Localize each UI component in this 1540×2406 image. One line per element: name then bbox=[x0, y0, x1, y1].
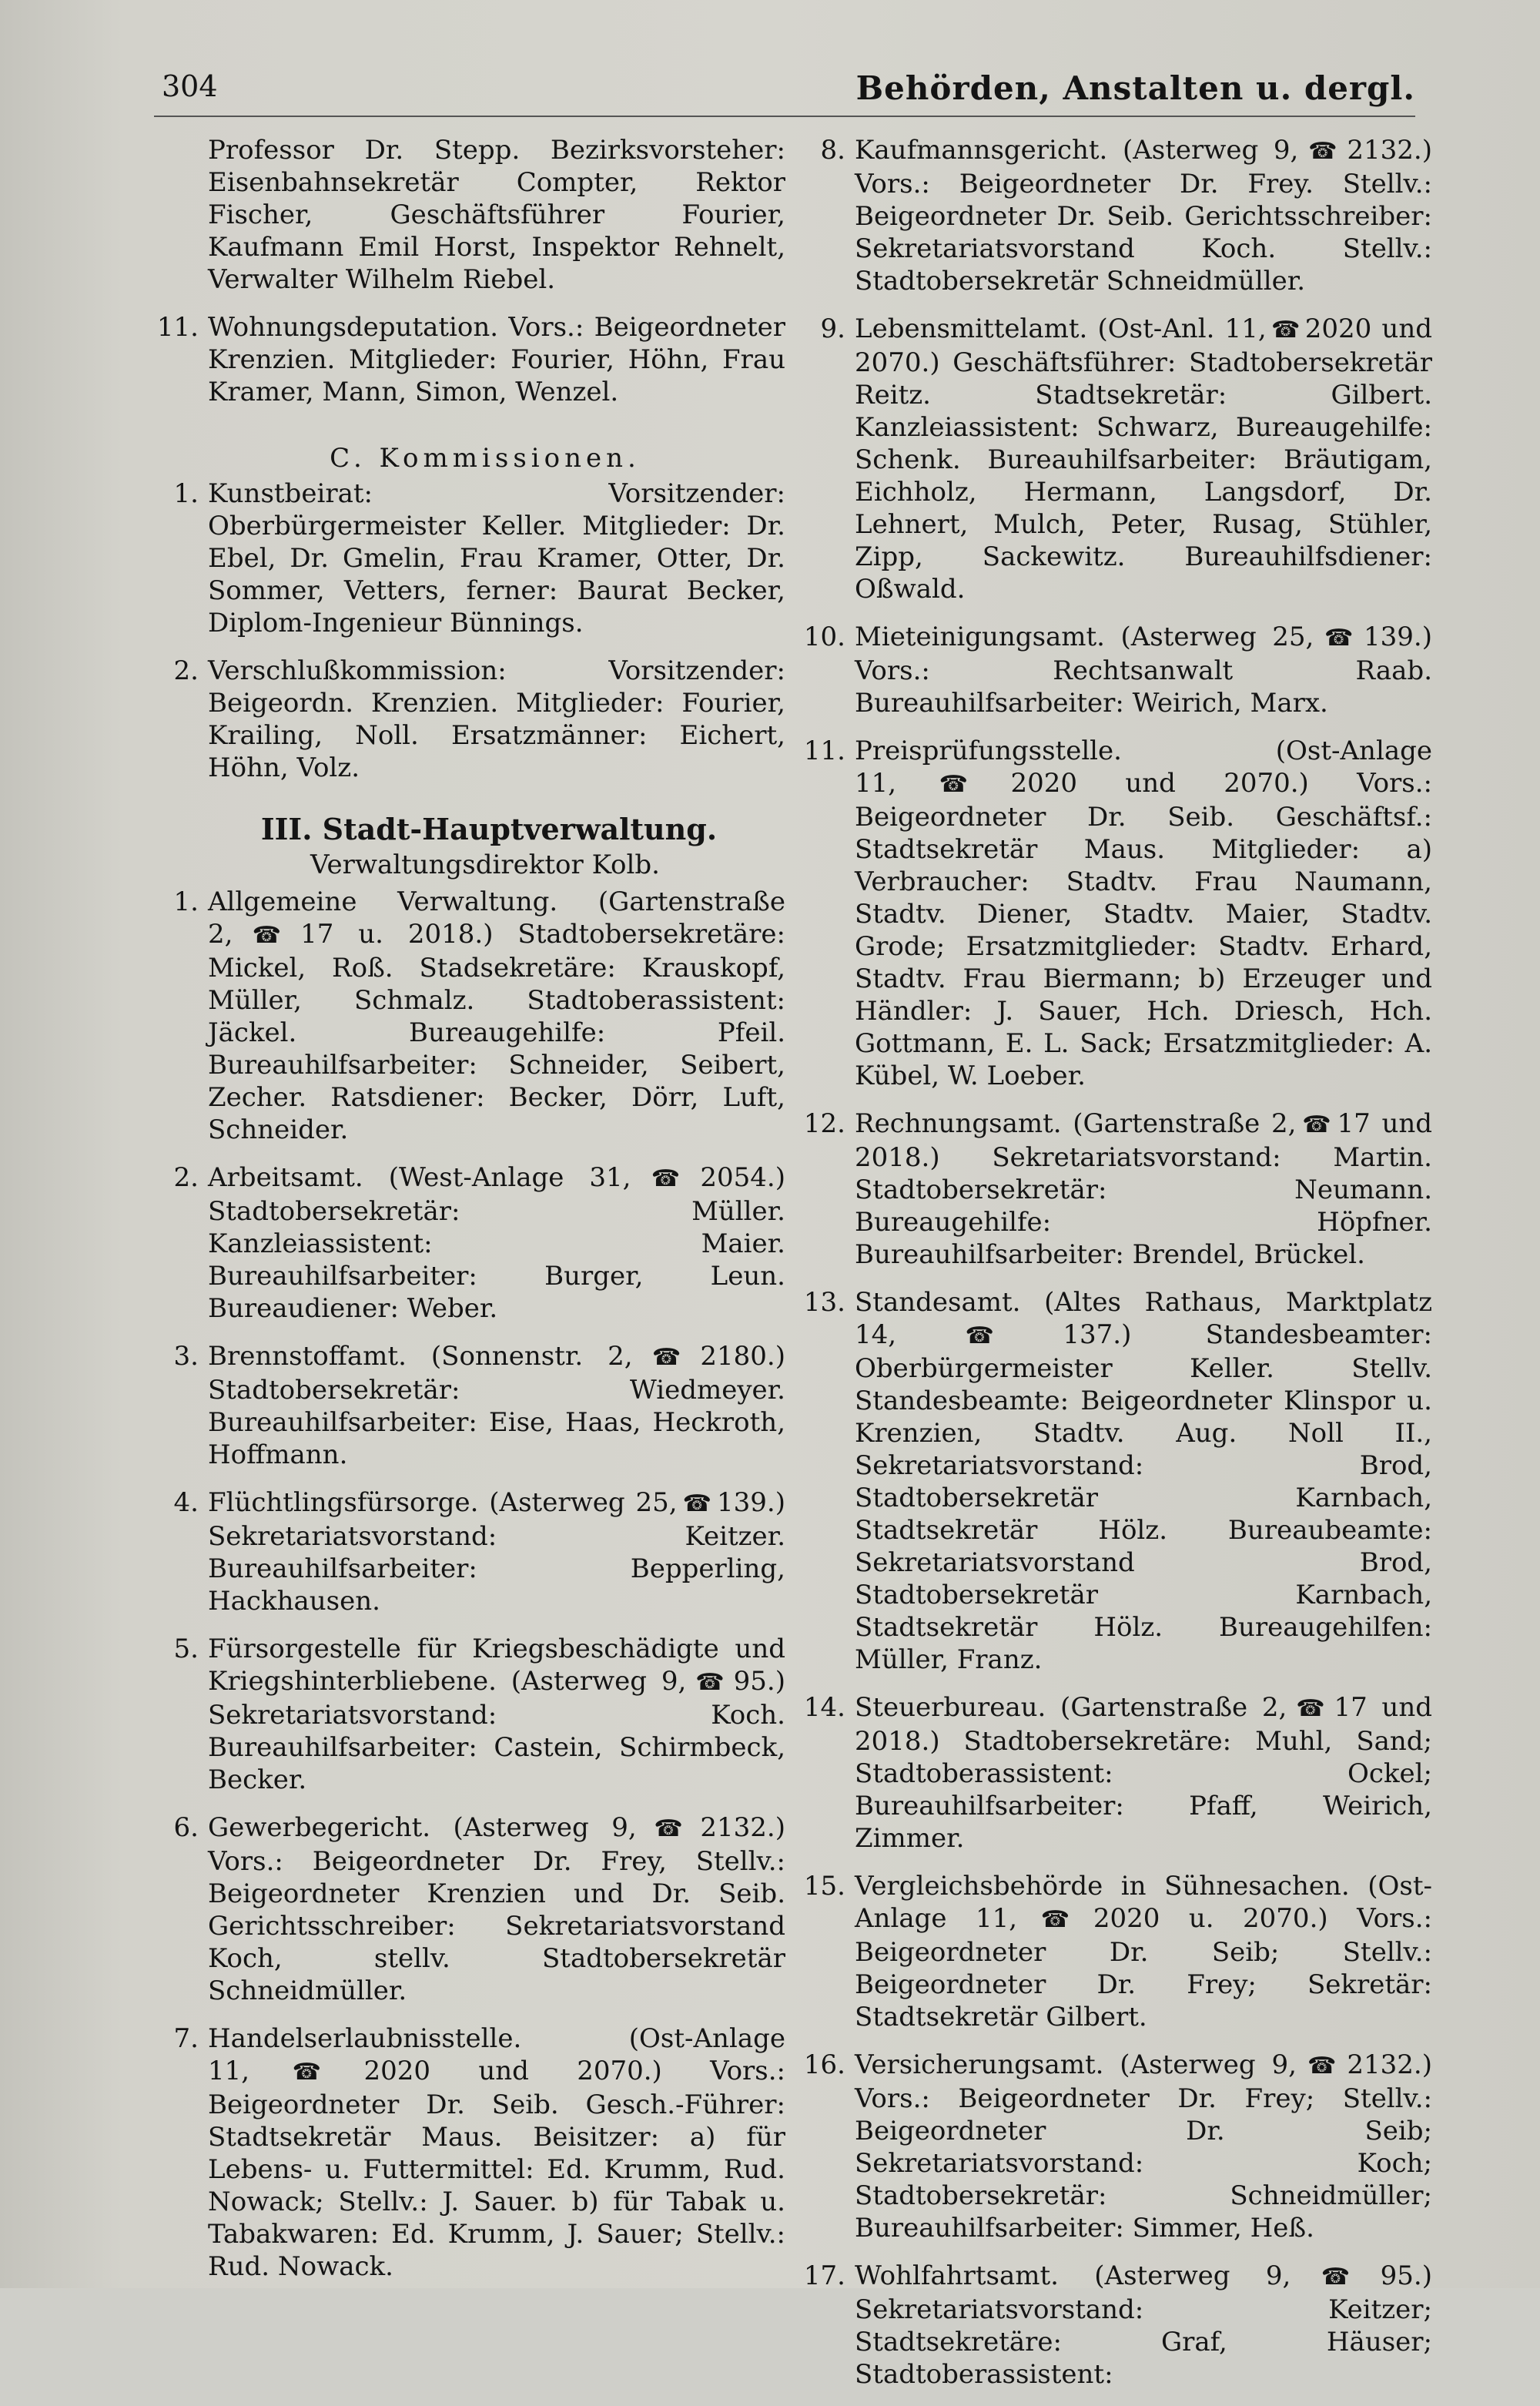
section-subheading: Verwaltungsdirektor Kolb. bbox=[310, 849, 660, 880]
telephone-icon: ☎ bbox=[236, 922, 298, 949]
list-item bbox=[801, 735, 1432, 1092]
entry-text: 17 und 2018.) Stadtobersekretäre: Muhl, Sand; Stadtoberassistent: Ockel; Bureauhilfsarbeiter: Pfaff, Weirich, Zimmer. bbox=[855, 1692, 1432, 1854]
telephone-icon: ☎ bbox=[899, 1322, 1060, 1349]
entry-text: 17 und 2018.) Sekretariatsvorstand: Martin. Stadtobersekretär: Neumann. Bureaugehilfe: Höpfner. Bureauhilfsarbeiter: Brendel, Brückel. bbox=[855, 1108, 1433, 1270]
entry-number: 7. bbox=[173, 2023, 199, 2054]
list-item bbox=[801, 1286, 1432, 1676]
entry-text: 139.) Sekretariatsvorstand: Keitzer. Bureauhilfsarbeiter: Bepperling, Hackhausen. bbox=[208, 1487, 785, 1617]
entry-number: 5. bbox=[173, 1634, 199, 1664]
entry-text: 139.) Vors.: Rechtsanwalt Raab. Bureauhilfsarbeiter: Weirich, Marx. bbox=[855, 622, 1432, 719]
list-item bbox=[154, 1811, 785, 2007]
entry-text: Handelserlaubnisstelle. (Ost-Anlage 11, bbox=[208, 2023, 785, 2086]
list-item bbox=[154, 886, 785, 1146]
entry-number: 17. bbox=[803, 2260, 845, 2291]
entry-text: 2054.) Stadtobersekretär: Müller. Kanzleiassistent: Maier. Bureauhilfsarbeiter: Burger, Leun. Bureaudiener: Weber. bbox=[208, 1162, 785, 1324]
list-item bbox=[154, 1633, 785, 1796]
entry-text: Allgemeine Verwaltung. (Gartenstraße 2, bbox=[208, 886, 785, 950]
telephone-icon: ☎ bbox=[1269, 317, 1302, 343]
list-item bbox=[801, 313, 1432, 605]
telephone-icon: ☎ bbox=[680, 1490, 715, 1517]
entry-text: 2180.) Stadtobersekretär: Wiedmeyer. Bureauhilfsarbeiter: Eise, Haas, Heckroth, Hoffmann. bbox=[208, 1341, 785, 1470]
list-item bbox=[801, 1870, 1432, 2033]
entry-text: Wohlfahrtsamt. (Asterweg 9, bbox=[855, 2260, 1291, 2291]
telephone-icon: ☎ bbox=[1299, 2052, 1344, 2079]
telephone-icon: ☎ bbox=[639, 1815, 698, 1842]
entry-number: 3. bbox=[173, 1341, 199, 1372]
entry-number: 13. bbox=[803, 1287, 845, 1318]
entry-number: 11. bbox=[156, 312, 199, 343]
telephone-icon: ☎ bbox=[253, 2059, 361, 2086]
entry-text: 2020 u. 2070.) Vors.: Beigeordneter Dr. Seib; Stellv.: Beigeordneter Dr. Frey; Sekretär: Stadtsekretär Gilbert. bbox=[855, 1903, 1432, 2032]
telephone-icon: ☎ bbox=[634, 1165, 698, 1192]
entry-text: Steuerbureau. (Gartenstraße 2, bbox=[855, 1692, 1287, 1723]
entry-text: Wohnungsdeputation. Vors.: Beigeordneter Krenzien. Mitglieder: Fourier, Höhn, Frau Kramer, Mann, Simon, Wenzel. bbox=[208, 312, 785, 407]
entry-number: 6. bbox=[173, 1812, 199, 1843]
entry-text: 137.) Standesbeamter: Oberbürgermeister Keller. Stellv. Standesbeamte: Beigeordneter Klinspor u. Krenzien, Stadtv. Aug. Noll II., Sekretariatsvorstand: Brod, Stadtobersekretär Karnbach, Stadtsekretär Hölz. Bureaubeamte: Sekretariatsvorstand Brod, Stadtobersekretär Karnbach, Stadtsekretär Hölz. Bureaugehilfen: Müller, Franz. bbox=[855, 1319, 1433, 1675]
entry-text: Flüchtlingsfürsorge. (Asterweg 25, bbox=[208, 1487, 678, 1518]
entry-text: Lebensmittelamt. (Ost-Anl. 11, bbox=[855, 313, 1267, 344]
telephone-icon: ☎ bbox=[1290, 1695, 1331, 1722]
entry-kunstbeirat bbox=[154, 478, 785, 639]
entry-text: 2020 und 2070.) Vors.: Beigeordneter Dr. Seib. Geschäftsf.: Stadtsekretär Maus. Mitglieder: a) Verbraucher: Stadtv. Frau Naumann, Stadtv. Diener, Stadtv. Maier, Stadtv. Grode; Ersatzmitglieder: Stadtv. Erhard, Stadtv. Frau Biermann; b) Erzeuger und Händler: J. Sauer, Hch. Driesch, Hch. Gottmann, E. L. Sack; Ersatzmitglieder: A. Kübel, W. Loeber. bbox=[855, 768, 1432, 1091]
telephone-icon: ☎ bbox=[1301, 138, 1344, 165]
entry-number: 15. bbox=[803, 1871, 845, 1902]
entry-number: 4. bbox=[173, 1487, 199, 1518]
entry-text: 17 u. 2018.) Stadtobersekretäre: Mickel, Roß. Stadsekretäre: Krauskopf, Müller, Schmalz. Stadtoberassistent: Jäckel. Bureaugehilfe: Pfeil. Bureauhilfsarbeiter: Schneider, Seibert, Zecher. Ratsdiener: Becker, Dörr, Luft, Schneider. bbox=[208, 919, 786, 1145]
entry-text: Brennstoffamt. (Sonnenstr. 2, bbox=[208, 1341, 633, 1372]
page-number: 304 bbox=[162, 69, 218, 103]
page-header bbox=[154, 69, 1415, 117]
entry-text: Professor Dr. Stepp. Bezirksvorsteher: Eisenbahnsekretär Compter, Rektor Fischer, Geschäftsführer Fourier, Kaufmann Emil Horst, Inspektor Rehnelt, Verwalter Wilhelm Riebel. bbox=[208, 135, 785, 295]
telephone-icon: ☎ bbox=[689, 1669, 731, 1696]
entry-text: Kaufmannsgericht. (Asterweg 9, bbox=[855, 135, 1299, 166]
entry-text: Verschlußkommission: Vorsitzender: Beigeordn. Krenzien. Mitglieder: Fourier, Krailing, Noll. Ersatzmänner: Eichert, Höhn, Volz. bbox=[208, 655, 785, 783]
entry-number: 8. bbox=[820, 135, 845, 166]
section-heading-kommissionen: C. Kommissionen. bbox=[330, 443, 641, 474]
entry-text: 2132.) Vors.: Beigeordneter Dr. Frey, Stellv.: Beigeordneter Krenzien und Dr. Seib. Gerichtsschreiber: Sekretariatsvorstand Koch, stellv. Stadtobersekretär Schneidmüller. bbox=[208, 1812, 785, 2006]
entry-text: Gewerbegericht. (Asterweg 9, bbox=[208, 1812, 637, 1843]
entry-text: 2020 und 2070.) Vors.: Beigeordneter Dr. Seib. Gesch.-Führer: Stadtsekretär Maus. Beisitzer: a) für Lebens- u. Futtermittel: Ed. Krumm, Rud. Nowack; Stellv.: J. Sauer. b) für Tabak u. Tabakwaren: Ed. Krumm, J. Sauer; Stellv.: Rud. Nowack. bbox=[208, 2056, 785, 2282]
entry-text: 2020 und 2070.) Geschäftsführer: Stadtobersekretär Reitz. Stadtsekretär: Gilbert. Kanzleiassistent: Schwarz, Bureaugehilfe: Schenk. Bureauhilfsarbeiter: Bräutigam, Eichholz, Hermann, Langsdorf, Dr. Lehnert, Mulch, Peter, Rusag, Stühler, Zipp, Sackewitz. Bureauhilfsdiener: Oßwald. bbox=[855, 313, 1432, 605]
entry-text: Kunstbeirat: Vorsitzender: Oberbürgermeister Keller. Mitglieder: Dr. Ebel, Dr. Gmelin, Frau Kramer, Otter, Dr. Sommer, Vetters, ferner: Baurat Becker, Diplom-Ingenieur Bünnings. bbox=[208, 478, 785, 638]
entry-text: Preisprüfungsstelle. (Ost-Anlage 11, bbox=[855, 736, 1432, 799]
telephone-icon: ☎ bbox=[899, 771, 1008, 798]
running-head: Behörden, Anstalten u. dergl. bbox=[855, 69, 1415, 107]
list-item bbox=[801, 134, 1432, 297]
entry-text: Versicherungsamt. (Asterweg 9, bbox=[855, 2049, 1297, 2080]
entry-number: 11. bbox=[803, 736, 845, 766]
list-item bbox=[154, 2022, 785, 2283]
list-item bbox=[154, 1486, 785, 1617]
entry-number: 1. bbox=[173, 478, 199, 509]
list-item bbox=[801, 1691, 1432, 1855]
entry-text: 2132.) Vors.: Beigeordneter Dr. Frey; Stellv.: Beigeordneter Dr. Seib; Sekretariatsvorstand: Koch; Stadtobersekretär: Schneidmüller; Bureauhilfsarbeiter: Simmer, Heß. bbox=[855, 2049, 1433, 2243]
telephone-icon: ☎ bbox=[1020, 1906, 1090, 1933]
entry-verschlusskommission bbox=[154, 655, 785, 784]
list-item bbox=[801, 621, 1432, 719]
entry-text: Vergleichsbehörde in Sühnesachen. (Ost-Anlage 11, bbox=[855, 1871, 1432, 1934]
entry-number: 12. bbox=[803, 1108, 845, 1139]
entry-text: Fürsorgestelle für Kriegsbeschädigte und Kriegshinterbliebene. (Asterweg 9, bbox=[208, 1634, 785, 1697]
list-item bbox=[801, 2049, 1432, 2244]
list-item bbox=[801, 2260, 1432, 2391]
entry-number: 1. bbox=[173, 886, 199, 917]
entry-number: 2. bbox=[173, 655, 199, 686]
section-heading-stadt-hauptverwaltung: III. Stadt-Hauptverwaltung. bbox=[260, 812, 718, 846]
entry-text: 95.) Sekretariatsvorstand: Koch. Bureauhilfsarbeiter: Castein, Schirmbeck, Becker. bbox=[208, 1666, 786, 1795]
telephone-icon: ☎ bbox=[635, 1344, 698, 1371]
telephone-icon: ☎ bbox=[1317, 625, 1361, 652]
entry-text: Rechnungsamt. (Gartenstraße 2, bbox=[855, 1108, 1297, 1139]
entry-wohnungsdeputation bbox=[154, 311, 785, 408]
entry-text: Arbeitsamt. (West-Anlage 31, bbox=[208, 1162, 631, 1193]
entry-number: 9. bbox=[820, 313, 845, 344]
text-columns bbox=[154, 134, 1432, 2406]
list-item bbox=[154, 1161, 785, 1325]
entry-text: 2132.) Vors.: Beigeordneter Dr. Frey. Stellv.: Beigeordneter Dr. Seib. Gerichtsschreiber: Sekretariatsvorstand Koch. Stellv.: Stadtobersekretär Schneidmüller. bbox=[855, 135, 1432, 297]
entry-number: 14. bbox=[803, 1692, 845, 1723]
entry-text: Standesamt. (Altes Rathaus, Marktplatz 14, bbox=[855, 1287, 1432, 1350]
entry-number: 2. bbox=[173, 1162, 199, 1193]
entry-number: 16. bbox=[803, 2049, 845, 2080]
list-item bbox=[154, 1340, 785, 1471]
telephone-icon: ☎ bbox=[1294, 2264, 1378, 2290]
telephone-icon: ☎ bbox=[1299, 1111, 1334, 1138]
right-column bbox=[801, 134, 1432, 2406]
continued-entry bbox=[154, 134, 785, 296]
list-item bbox=[801, 1107, 1432, 1271]
left-column bbox=[154, 134, 785, 2406]
entry-text: Mieteinigungsamt. (Asterweg 25, bbox=[855, 622, 1314, 652]
entry-text: 95.) Sekretariatsvorstand: Keitzer; Stadtsekretäre: Graf, Häuser; Stadtoberassistent: bbox=[855, 2260, 1433, 2390]
entry-number: 10. bbox=[803, 622, 845, 652]
